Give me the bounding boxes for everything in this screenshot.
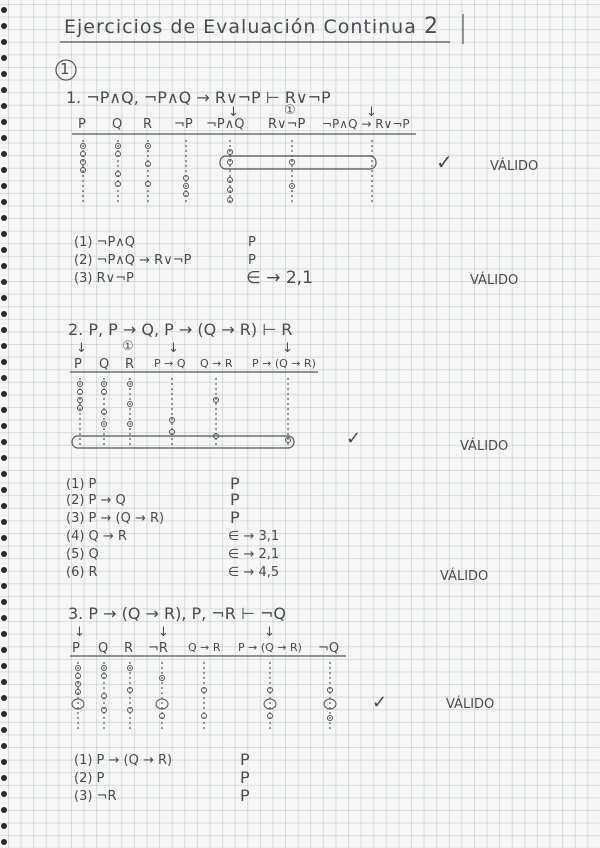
exercise-1-statement: 1. ¬P∧Q, ¬P∧Q → R∨¬P ⊢ R∨¬P [66, 88, 331, 107]
check-mark-3: ✓ [372, 692, 388, 713]
table-2-header: P → Q [154, 357, 186, 370]
proof-3-line: (1) P → (Q → R) [74, 753, 173, 768]
table-1-header: R∨¬P [268, 117, 306, 132]
table-2-header: Q [99, 357, 110, 372]
valid-label-3: VÁLIDO [446, 697, 495, 712]
proof-3-line: (2) P [74, 771, 105, 786]
table-3-mark: ↓ [264, 625, 275, 640]
proof-2-line: (4) Q → R [66, 529, 127, 544]
table-3-header: P [72, 641, 80, 656]
proof-2-line: (2) P → Q [66, 493, 126, 508]
table-1-mark: ↓ [228, 105, 239, 120]
proof-2-rule: P [230, 490, 240, 509]
check-mark-2: ✓ [346, 428, 362, 449]
section-marker: 1 [60, 60, 70, 78]
table-3-header: ¬Q [318, 641, 340, 656]
proof-1-line: (2) ¬P∧Q → R∨¬P [74, 253, 192, 268]
table-1-header: P [78, 117, 86, 132]
proof-2-rule: ∈ → 4,5 [228, 565, 280, 580]
proof-3-line: (3) ¬R [74, 789, 117, 804]
proof-1-rule: P [248, 253, 256, 268]
proof-2-rule: ∈ → 3,1 [228, 529, 280, 544]
proof-3-rule: P [240, 750, 250, 769]
table-2-mark: ↓ [282, 341, 293, 356]
page-number: 2 [424, 14, 439, 39]
proof-3-rule: P [240, 768, 250, 787]
table-2-header: P → (Q → R) [252, 357, 316, 370]
table-3-header: ¬R [148, 641, 168, 656]
table-2-mark: ↓ [76, 341, 87, 356]
valid-label-2: VÁLIDO [460, 439, 509, 454]
table-2-header: P [74, 357, 82, 372]
proof-2-rule: ∈ → 2,1 [228, 547, 280, 562]
table-3-header: Q → R [188, 641, 221, 654]
table-3-header: P → (Q → R) [238, 641, 302, 654]
table-3-header: R [124, 641, 134, 656]
proof-2-rule: P [230, 474, 240, 493]
table-1-header: ¬P∧Q [206, 117, 245, 132]
proof-2-valid: VÁLIDO [440, 569, 489, 584]
proof-2-line: (6) R [66, 565, 98, 580]
table-2-mark: ① [122, 339, 134, 354]
table-1-mark: ↓ [366, 105, 377, 120]
table-2-header: R [125, 357, 135, 372]
check-mark-1: ✓ [436, 150, 453, 174]
proof-1-rule: ∈ → 2,1 [246, 268, 313, 288]
proof-3-rule: P [240, 786, 250, 805]
table-2-mark: ↓ [168, 341, 179, 356]
table-1-mark: ① [284, 103, 296, 118]
proof-2-line: (3) P → (Q → R) [66, 511, 165, 526]
exercise-2-statement: 2. P, P → Q, P → (Q → R) ⊢ R [68, 320, 293, 339]
table-2-header: Q → R [200, 357, 233, 370]
valid-label-1: VÁLIDO [490, 159, 539, 174]
proof-1-valid: VÁLIDO [470, 273, 519, 288]
table-1-header: ¬P∧Q → R∨¬P [322, 117, 410, 131]
table-3-header: Q [98, 641, 109, 656]
page-title: Ejercicios de Evaluación Continua [64, 16, 417, 38]
table-3-mark: ↓ [158, 625, 169, 640]
proof-1-line: (1) ¬P∧Q [74, 235, 136, 250]
table-3-mark: ↓ [74, 625, 85, 640]
exercise-3-statement: 3. P → (Q → R), P, ¬R ⊢ ¬Q [68, 604, 286, 623]
proof-2-rule: P [230, 508, 240, 527]
proof-2-line: (5) Q [66, 547, 99, 562]
proof-2-line: (1) P [66, 477, 97, 492]
table-1-header: Q [112, 117, 123, 132]
table-1-header: R [143, 117, 153, 132]
table-1-header: ¬P [174, 117, 193, 132]
proof-1-rule: P [248, 235, 256, 250]
proof-1-line: (3) R∨¬P [74, 271, 134, 286]
